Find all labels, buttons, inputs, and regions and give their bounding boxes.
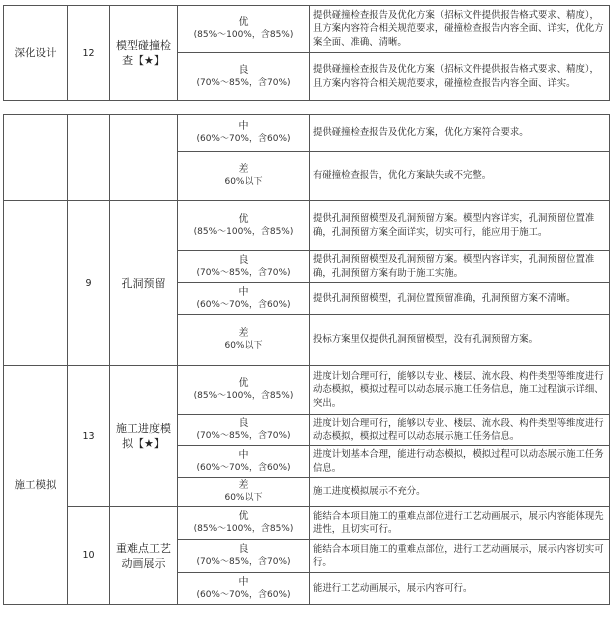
item-cell: 施工进度模拟【★】	[110, 366, 178, 507]
grade-range: 60%以下	[224, 493, 263, 503]
section-design-table	[0, 5, 611, 101]
grade-cell	[178, 478, 310, 507]
category-cell	[4, 201, 68, 366]
criteria-cell: 提供碰撞检查报告及优化方案（招标文件提供报告格式要求、精度），且方案内容符合相关规范要求，碰撞检查报告内容全面、详实，优化方案全面、准确、清晰。	[310, 6, 610, 53]
grade-label: 中	[238, 449, 249, 461]
category-cell: 施工模拟	[4, 366, 68, 605]
criteria-cell: 提供孔洞预留模型及孔洞预留方案。模型内容详实，孔洞预留位置准确，孔洞预留方案全面详实，切实可行，能应用于施工。	[310, 201, 610, 251]
grade-cell	[178, 6, 310, 53]
criteria-cell: 提供孔洞预留模型，孔洞位置预留准确，孔洞预留方案不清晰。	[310, 283, 610, 315]
grade-range: (70%～85%，含70%)	[196, 431, 291, 441]
grade-range: (60%～70%，含60%)	[196, 589, 291, 600]
grade-cell	[178, 201, 310, 251]
table-row	[4, 507, 610, 540]
grade-cell	[178, 415, 310, 446]
grade-range: (70%～85%，含70%)	[196, 77, 291, 88]
score-cell: 12	[68, 6, 110, 101]
score-cell: 9	[68, 201, 110, 366]
grade-range: (85%～100%，含85%)	[193, 524, 294, 534]
grade-label: 良	[238, 418, 249, 429]
grade-cell	[178, 315, 310, 366]
grade-cell	[178, 507, 310, 540]
criteria-cell: 能结合本项目施工的重难点部位进行工艺动画展示，展示内容能体现先进性，且切实可行。	[310, 507, 610, 540]
grade-label: 中	[238, 576, 249, 588]
grade-label: 差	[238, 480, 249, 491]
grade-cell	[178, 366, 310, 415]
grade-cell	[178, 540, 310, 573]
category-cell: 深化设计	[4, 6, 68, 101]
item-cell: 模型碰撞检查【★】	[110, 6, 178, 101]
grade-label: 中	[238, 286, 249, 298]
criteria-cell: 提供碰撞检查报告及优化方案，优化方案符合要求。	[310, 115, 610, 152]
grade-label: 优	[238, 17, 249, 28]
grade-range: (70%～85%，含70%)	[196, 557, 291, 567]
score-cell: 13	[68, 366, 110, 507]
item-cell: 孔洞预留	[110, 201, 178, 366]
grade-range: (85%～100%，含85%)	[193, 391, 294, 401]
grade-range: (85%～100%，含85%)	[193, 226, 294, 237]
grade-cell	[178, 446, 310, 478]
score-cell: 10	[68, 507, 110, 605]
criteria-cell: 提供孔洞预留模型及孔洞预留方案。模型内容详实，孔洞预留位置准确，孔洞预留方案有助于施工实施。	[310, 251, 610, 283]
grade-range: (70%～85%，含70%)	[196, 267, 291, 278]
grade-range: (60%～70%，含60%)	[196, 134, 291, 144]
item-cell	[110, 115, 178, 201]
score-cell	[68, 115, 110, 201]
grade-label: 优	[238, 213, 249, 225]
criteria-cell: 能进行工艺动画展示，展示内容可行。	[310, 573, 610, 605]
table-row	[4, 6, 610, 53]
criteria-cell: 施工进度模拟展示不充分。	[310, 478, 610, 507]
criteria-cell: 能结合本项目施工的重难点部位，进行工艺动画展示，展示内容切实可行。	[310, 540, 610, 573]
section-construction-table	[0, 114, 611, 605]
criteria-cell: 进度计划合理可行，能够以专业、楼层、流水段、构件类型等维度进行动态模拟，模拟过程可以动态展示施工任务信息。	[310, 415, 610, 446]
criteria-cell: 有碰撞检查报告，优化方案缺失或不完整。	[310, 152, 610, 201]
grade-cell	[178, 152, 310, 201]
criteria-cell: 投标方案里仅提供孔洞预留模型，没有孔洞预留方案。	[310, 315, 610, 366]
grade-label: 良	[238, 64, 249, 76]
category-cell	[4, 115, 68, 201]
grade-label: 优	[238, 511, 249, 522]
grade-range: (60%～70%，含60%)	[196, 299, 291, 310]
grade-label: 差	[238, 328, 249, 339]
grade-cell	[178, 283, 310, 315]
grade-label: 良	[238, 254, 249, 266]
grade-cell	[178, 115, 310, 152]
grade-cell	[178, 251, 310, 283]
grade-label: 良	[238, 544, 249, 555]
item-cell: 重难点工艺动画展示	[110, 507, 178, 605]
grade-range: (85%～100%，含85%)	[193, 30, 294, 40]
grade-range: 60%以下	[224, 177, 263, 187]
grade-range: 60%以下	[224, 341, 263, 351]
table-row	[4, 201, 610, 251]
criteria-cell: 进度计划合理可行，能够以专业、楼层、流水段、构件类型等维度进行动态模拟，模拟过程可以动态展示施工任务信息，施工过程演示详细、突出。	[310, 366, 610, 415]
grade-cell	[178, 573, 310, 605]
table-row	[4, 115, 610, 152]
grade-cell	[178, 53, 310, 101]
grade-label: 优	[238, 378, 249, 389]
criteria-cell: 提供碰撞检查报告及优化方案（招标文件提供报告格式要求、精度），且方案内容符合相关规范要求，碰撞检查报告内容全面、详实。	[310, 53, 610, 101]
table-row	[4, 366, 610, 415]
grade-label: 差	[238, 164, 249, 175]
grade-range: (60%～70%，含60%)	[196, 462, 291, 473]
criteria-cell: 进度计划基本合理，能进行动态模拟，模拟过程可以动态展示施工任务信息。	[310, 446, 610, 478]
grade-label: 中	[238, 121, 249, 132]
